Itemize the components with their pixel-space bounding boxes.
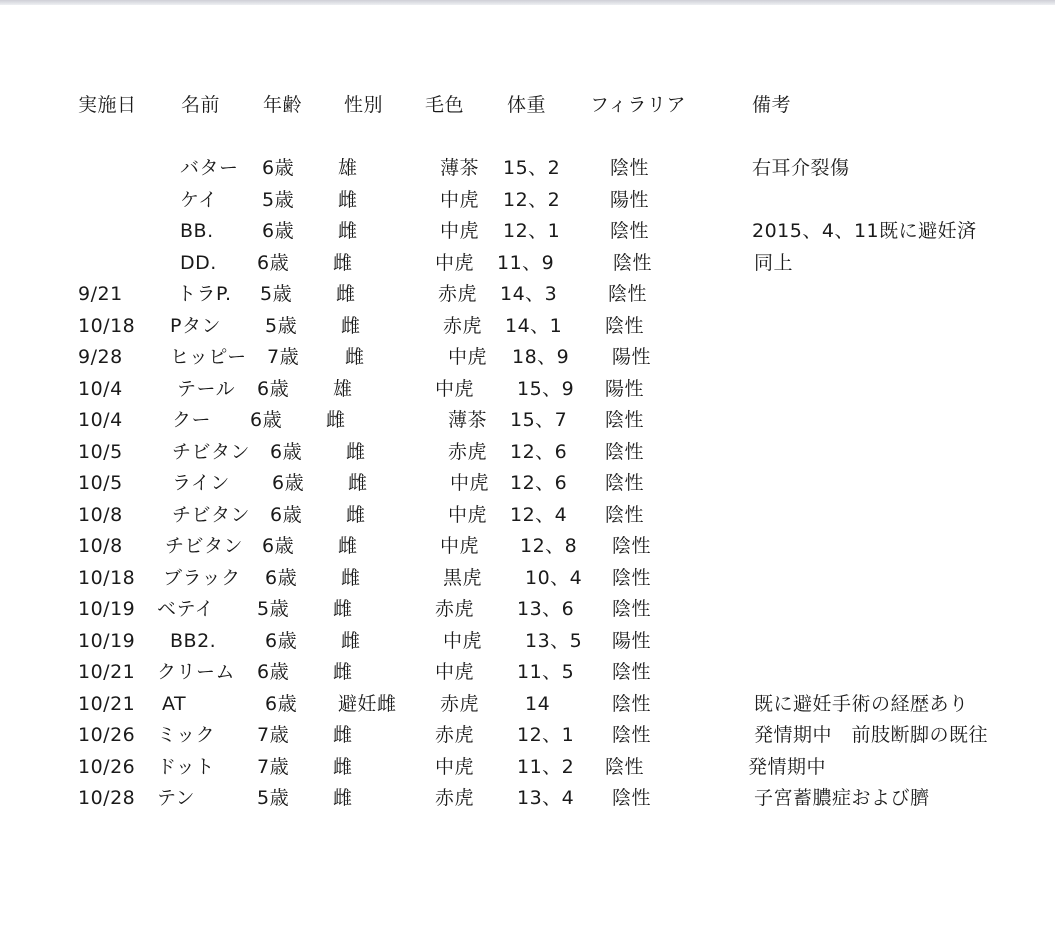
cell-color: 赤虎: [435, 598, 475, 620]
cell-weight: 11、5: [517, 661, 575, 683]
cell-weight: 18、9: [512, 346, 570, 368]
cell-name: ライン: [172, 472, 230, 494]
table-row: [0, 436, 1055, 468]
cell-date: 10/5: [78, 441, 123, 463]
header-color: 毛色: [425, 94, 465, 116]
cell-color: 中虎: [435, 378, 475, 400]
table-row: [0, 310, 1055, 342]
cell-age: 6歳: [265, 630, 298, 652]
cell-age: 5歳: [265, 315, 298, 337]
cell-name: チビタン: [172, 441, 251, 463]
cell-weight: 14、1: [505, 315, 563, 337]
cell-date: 10/21: [78, 693, 136, 715]
cell-date: 10/26: [78, 724, 136, 746]
cell-age: 7歳: [257, 724, 290, 746]
cell-sex: 雄: [333, 378, 353, 400]
cell-age: 6歳: [262, 220, 295, 242]
cell-age: 6歳: [270, 504, 303, 526]
cell-sex: 雌: [346, 441, 366, 463]
table-row: [0, 373, 1055, 405]
cell-name: ミック: [157, 724, 216, 746]
cell-weight: 12、1: [517, 724, 575, 746]
table-row: [0, 278, 1055, 310]
cell-sex: 雌: [346, 504, 366, 526]
cell-sex: 雌: [333, 724, 353, 746]
cell-weight: 12、8: [520, 535, 578, 557]
cell-color: 赤虎: [440, 693, 480, 715]
cell-date: 10/18: [78, 567, 136, 589]
table-row: [0, 656, 1055, 688]
cell-sex: 雌: [333, 787, 353, 809]
cell-age: 6歳: [257, 378, 290, 400]
cell-date: 10/26: [78, 756, 136, 778]
cell-name: トラP.: [177, 283, 232, 305]
cell-color: 中虎: [448, 504, 488, 526]
table-row: [0, 593, 1055, 625]
table-row: [0, 782, 1055, 814]
cell-filaria: 陰性: [610, 157, 650, 179]
header-name: 名前: [181, 94, 221, 116]
cell-date: 10/4: [78, 378, 123, 400]
cell-color: 赤虎: [438, 283, 478, 305]
cell-filaria: 陰性: [612, 787, 652, 809]
cell-sex: 雌: [326, 409, 346, 431]
cell-age: 6歳: [257, 661, 290, 683]
table-row: [0, 184, 1055, 216]
cell-filaria: 陰性: [605, 409, 645, 431]
cell-color: 黒虎: [443, 567, 483, 589]
cell-color: 中虎: [443, 630, 483, 652]
cell-name: DD.: [180, 252, 217, 274]
cell-weight: 12、1: [503, 220, 561, 242]
cell-color: 中虎: [440, 535, 480, 557]
cell-filaria: 陰性: [613, 252, 653, 274]
cell-filaria: 陰性: [612, 693, 652, 715]
cell-age: 6歳: [265, 693, 298, 715]
table-row: [0, 719, 1055, 751]
cell-filaria: 陰性: [605, 472, 645, 494]
header-weight: 体重: [507, 94, 547, 116]
cell-name: BB2.: [170, 630, 217, 652]
cell-date: 10/19: [78, 598, 136, 620]
cell-age: 6歳: [262, 157, 295, 179]
cell-note: 発情期中: [748, 756, 827, 778]
cell-date: 10/18: [78, 315, 136, 337]
cell-weight: 14: [525, 693, 551, 715]
table-row: [0, 467, 1055, 499]
cell-date: 9/28: [78, 346, 123, 368]
cell-name: バター: [180, 157, 239, 179]
cell-sex: 雄: [338, 157, 358, 179]
cell-name: テン: [157, 787, 196, 809]
cell-color: 中虎: [440, 220, 480, 242]
cell-name: AT: [162, 693, 187, 715]
cell-date: 9/21: [78, 283, 123, 305]
table-row: [0, 152, 1055, 184]
cell-weight: 12、6: [510, 472, 568, 494]
cell-filaria: 陰性: [612, 535, 652, 557]
cell-filaria: 陰性: [605, 756, 645, 778]
cell-sex: 雌: [348, 472, 368, 494]
cell-weight: 12、2: [503, 189, 561, 211]
cell-filaria: 陰性: [612, 724, 652, 746]
header-age: 年齢: [263, 94, 303, 116]
cell-date: 10/8: [78, 504, 123, 526]
cell-weight: 13、5: [525, 630, 583, 652]
cell-filaria: 陽性: [612, 346, 652, 368]
table-row: [0, 499, 1055, 531]
cell-sex: 避妊雌: [338, 693, 397, 715]
cell-weight: 12、4: [510, 504, 568, 526]
cell-age: 5歳: [260, 283, 293, 305]
cell-note: 同上: [754, 252, 794, 274]
cell-filaria: 陰性: [605, 315, 645, 337]
table-header: [0, 89, 1055, 121]
cell-name: ケイ: [180, 189, 218, 211]
cell-weight: 14、3: [500, 283, 558, 305]
cell-color: 赤虎: [435, 724, 475, 746]
cell-date: 10/4: [78, 409, 123, 431]
cell-weight: 15、7: [510, 409, 568, 431]
cell-filaria: 陽性: [612, 630, 652, 652]
cell-sex: 雌: [333, 598, 353, 620]
cell-age: 5歳: [257, 598, 290, 620]
cell-sex: 雌: [345, 346, 365, 368]
cell-color: 中虎: [435, 661, 475, 683]
cell-note: 既に避妊手術の経歴あり: [754, 693, 969, 715]
cell-name: ブラック: [163, 567, 241, 589]
cell-age: 6歳: [265, 567, 298, 589]
cell-color: 薄茶: [440, 157, 480, 179]
cell-date: 10/19: [78, 630, 136, 652]
cell-sex: 雌: [338, 189, 358, 211]
cell-age: 7歳: [257, 756, 290, 778]
table-row: [0, 688, 1055, 720]
cell-filaria: 陽性: [610, 189, 650, 211]
table-row: [0, 530, 1055, 562]
cell-filaria: 陰性: [608, 283, 648, 305]
cell-filaria: 陰性: [612, 598, 652, 620]
cell-color: 中虎: [440, 189, 480, 211]
cell-color: 中虎: [435, 756, 475, 778]
cell-age: 6歳: [250, 409, 283, 431]
cell-color: 赤虎: [435, 787, 475, 809]
cell-color: 赤虎: [443, 315, 483, 337]
table-row: [0, 215, 1055, 247]
cell-name: Pタン: [170, 315, 221, 337]
cell-sex: 雌: [333, 756, 353, 778]
cell-name: ヒッピー: [170, 346, 247, 368]
cell-note: 2015、4、11既に避妊済: [752, 220, 977, 242]
cell-sex: 雌: [333, 252, 353, 274]
cell-weight: 10、4: [525, 567, 583, 589]
cell-date: 10/5: [78, 472, 123, 494]
cell-date: 10/21: [78, 661, 136, 683]
header-note: 備考: [752, 94, 792, 116]
cell-note: 子宮蓄膿症および臍: [754, 787, 930, 809]
table-row: [0, 341, 1055, 373]
cell-filaria: 陰性: [605, 504, 645, 526]
cell-name: ベテイ: [157, 598, 215, 620]
cell-filaria: 陽性: [605, 378, 645, 400]
cell-filaria: 陰性: [612, 661, 652, 683]
cell-weight: 13、6: [517, 598, 575, 620]
table-row: [0, 562, 1055, 594]
cell-sex: 雌: [341, 315, 361, 337]
cell-name: BB.: [180, 220, 214, 242]
cell-note: 右耳介裂傷: [752, 157, 850, 179]
cell-age: 5歳: [257, 787, 290, 809]
table-row: [0, 247, 1055, 279]
cell-weight: 15、2: [503, 157, 561, 179]
cell-color: 中虎: [448, 346, 488, 368]
cell-sex: 雌: [338, 535, 358, 557]
cell-sex: 雌: [338, 220, 358, 242]
cell-name: テール: [177, 378, 236, 400]
cell-age: 6歳: [257, 252, 290, 274]
cell-sex: 雌: [336, 283, 356, 305]
cell-weight: 11、2: [517, 756, 575, 778]
cell-date: 10/8: [78, 535, 123, 557]
cell-age: 5歳: [262, 189, 295, 211]
cell-sex: 雌: [341, 567, 361, 589]
cell-color: 薄茶: [448, 409, 488, 431]
cell-filaria: 陰性: [605, 441, 645, 463]
cell-sex: 雌: [341, 630, 361, 652]
header-date: 実施日: [78, 94, 137, 116]
cell-age: 6歳: [272, 472, 305, 494]
table-row: [0, 404, 1055, 436]
cell-name: ドット: [157, 756, 215, 778]
cell-age: 7歳: [267, 346, 300, 368]
cell-weight: 12、6: [510, 441, 568, 463]
table-row: [0, 751, 1055, 783]
cell-age: 6歳: [270, 441, 303, 463]
cell-weight: 11、9: [497, 252, 555, 274]
cell-note: 発情期中 前肢断脚の既往: [754, 724, 989, 746]
cell-name: チビタン: [165, 535, 244, 557]
header-sex: 性別: [344, 94, 384, 116]
header-filaria: フィラリア: [590, 94, 686, 116]
cell-sex: 雌: [333, 661, 353, 683]
cell-name: クー: [172, 409, 212, 431]
cell-weight: 15、9: [517, 378, 575, 400]
cell-name: クリーム: [157, 661, 236, 683]
cell-age: 6歳: [262, 535, 295, 557]
table-row: [0, 625, 1055, 657]
cell-weight: 13、4: [517, 787, 575, 809]
cell-name: チビタン: [172, 504, 251, 526]
cell-filaria: 陰性: [612, 567, 652, 589]
cell-color: 中虎: [435, 252, 475, 274]
cell-color: 赤虎: [448, 441, 488, 463]
cell-filaria: 陰性: [610, 220, 650, 242]
cell-date: 10/28: [78, 787, 136, 809]
cell-color: 中虎: [450, 472, 490, 494]
